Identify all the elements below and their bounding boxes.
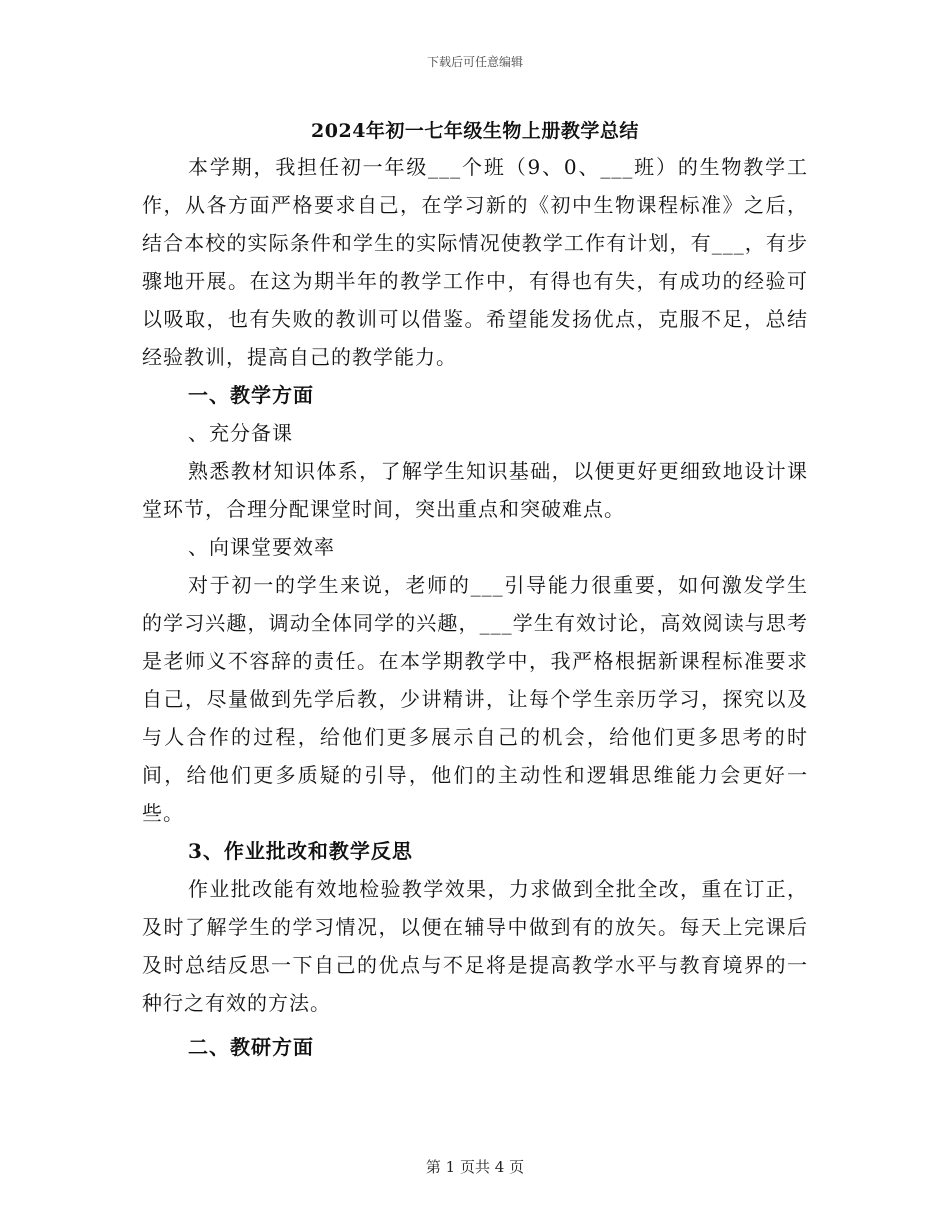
subheading-homework: 3、作业批改和教学反思 [188,839,413,863]
paragraph-preparation: 熟悉教材知识体系，了解学生知识基础，以便更好更细致地设计课堂环节，合理分配课堂时间，突出重点和突破难点。 [142,459,808,521]
document-body [142,148,808,1066]
document-title: 2024年初一七年级生物上册教学总结 [311,120,639,142]
section-heading-research: 二、教研方面 [188,1035,314,1059]
intro-paragraph: 本学期，我担任初一年级___个班（9、0、___班）的生物教学工作，从各方面严格要求自己，在学习新的《初中生物课程标准》之后，结合本校的实际条件和学生的实际情况使教学工作有计划，有___，有步骤地开展。在这为期半年的教学工作中，有得也有失，有成功的经验可以吸取，也有失败的教训可以借鉴。希望能发扬优点，克服不足，总结经验教训，提高自己的教学能力。 [142,155,808,369]
page-header: 下载后可任意编辑 [426,55,523,69]
section-heading-teaching: 一、教学方面 [188,383,314,407]
paragraph-efficiency: 对于初一的学生来说，老师的___引导能力很重要，如何激发学生的学习兴趣，调动全体同学的兴趣，___学生有效讨论，高效阅读与思考是老师义不容辞的责任。在本学期教学中，我严格根据新课程标准要求自己，尽量做到先学后教，少讲精讲，让每个学生亲历学习，探究以及与人合作的过程，给他们更多展示自己的机会，给他们更多思考的时间，给他们更多质疑的引导，他们的主动性和逻辑思维能力会更好一些。 [142,573,808,825]
subheading-preparation: 、充分备课 [188,421,293,445]
page-footer: 第 1 页共 4 页 [425,1158,525,1176]
paragraph-homework: 作业批改能有效地检验教学效果，力求做到全批全改，重在订正，及时了解学生的学习情况，以便在辅导中做到有的放矢。每天上完课后及时总结反思一下自己的优点与不足将是提高教学水平与教育境界的一种行之有效的方法。 [142,877,808,1015]
subheading-efficiency: 、向课堂要效率 [188,535,335,559]
